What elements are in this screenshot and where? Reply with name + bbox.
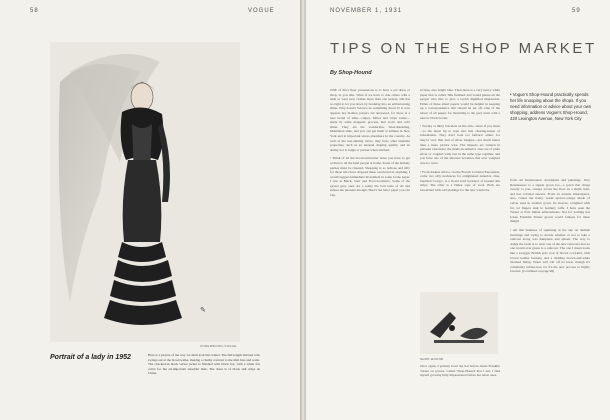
fashion-illustration <box>50 42 240 342</box>
article-column-2-continued <box>420 364 500 412</box>
left-page <box>0 0 300 420</box>
product-photo <box>420 292 498 354</box>
svg-text:✎: ✎ <box>200 306 206 314</box>
article-headline: TIPS ON THE SHOP MARKET <box>330 40 597 57</box>
paragraph: • All this business of squinting at the sky on darkish mornings and trying to decide whether or not to take a raincoat along was dampness and spleen. The way to dodge the issue is to wear one of the new raincoats that no one would ever guess is a raincoat. The one I mean looks like a swagger British polo coat of brown cord-knit, with brown leather buttons, and a thrilling brown-and-white checked lining. Water will roll off its back, though it's completely rubber-less, for it's the new process so highly favored. (Continued on page 96) <box>510 227 590 274</box>
shop-hound-sidebar-note: • Vogue's Shop-Hound practically spends her life snooping about the shops. If you need information or advice about your own shopping, address Vogue's Shop-Hound, 420 Lexington Avenue, New York City <box>510 92 592 121</box>
page-number: 58 <box>30 8 39 14</box>
paragraph: from old Renaissance documents and paintings. Very Renaissance is a supple gown too—a gown that clings closely to you, sweeps across the floor in a slight train, and has colonial sleeves. From an ancient masterpiece, also, comes the fruity, warm apricot-orange shade of velvet used in another gown. Its sleeves, weighted with fur, let fingers sink in feathery ruffs. I have seen the Turner at East Indian embroideries. Not for nothing has Jessie Franklin Turner grown world famous for these things! <box>510 178 590 224</box>
running-head: VOGUE <box>248 8 275 14</box>
bracelet-photo-illustration <box>420 292 498 354</box>
article-column-2 <box>420 88 500 288</box>
photo-caption: SHOP-HOUND <box>420 357 444 361</box>
lady-figure-illustration <box>50 42 240 342</box>
caption-title: Portrait of a lady in 1952 <box>50 354 131 361</box>
illustration-credit: UNDERWOOD-VOGUE <box>200 344 237 348</box>
article-column-3 <box>510 178 590 413</box>
paragraph: Once again, I politely bowl my hat before Jessie Franklin Turner on gowns. Called 'Shop-Hound' that I am, I find myself growing fully impassioned before her latest ones. <box>420 364 500 378</box>
caption-body: Here is a picture of the way we shall look this winter. The full-length tailored robe swings out at the broad walks, making a chalky contrast to the slim bias and waist. The checked-in black velvet jacket is finished with black fox, with a white fox collar for the all-important shoulder bulk. The dress is of black silk crêpe de Chine. <box>148 353 260 376</box>
running-head-date: NOVEMBER 1, 1931 <box>330 8 403 14</box>
page-number: 59 <box>572 8 581 14</box>
paragraph: ONE of life's finer possessions is to have a pet dress or shop, as you like. What if we have to risk others with a dash or wear new clothes more than one season, silk has no right to let you down by breaking into an embarrassing shine. Why doesn't Science do something about it? It now appears my maiden prayers are answered, for there is a new brand of silks—crêpes, failles and crêpe satins—made by some magnetic process, that won't and can't shine. They are the wonderless, Wear-Resisting, Manhattan silks, and you can get them at Altman in New York and at important stores elsewhere in the country. As well as the non-shining virtue, they have other laudable properties, such as an unusual draping quality, and an ability not to bulge or pucker when stitched. <box>330 88 410 152</box>
article-byline: By Shop-Hound <box>330 70 372 76</box>
article-column-1 <box>330 88 410 408</box>
paragraph: • Think of all the broad-and-butter notes you have to get written to all the kind people at home. Some of the holiday parties must be cheated. Shopping is so tedious and silly for those who have dropped these overboard as anything, I would suggest immediate investment in some Crane paper. I saw at Black, Starr and Frost-Gorham's. Some of the gayest grey ones are a really the best taste of all and strikes me pleasant enough. Here's the letter paper you can buy. <box>330 156 410 198</box>
paragraph: • Twenty or thirty bracelets on the arm—more if you insist—is the latest tip to type into this clearing-house of information. They don't look too barbaric either, for they're very thin and of silver bangles—not much better than a mere picture wire. The impacts are twisted in pleasant variations; the made-in-America ones are of plain silver or coupled with, but in the same type together, and you have one of the smartest novelties that ever weighed down a wrist. <box>420 124 500 165</box>
paragraph: in blue, also bright blue. Then there is a very heavy white paper that is called 'Silk finished' and would please all the people who like to give a lavish dignified impression. Either of these smart papers would be helpful in keeping up a correspondence that should be set off. One of the nicest of all papers for mourning is the grey lawn with a narrow black border. <box>420 88 500 120</box>
paragraph: • From darkest Africa, via the French Colonial Exposition, come two silly necklaces for enlightened America. One, baptized 'Congo', is a broad scarf necklace of beaded silk strips. The other is a Dakar rope of wool. Both are bewitched with odd plaitings for the new wardrobe. <box>420 169 500 192</box>
